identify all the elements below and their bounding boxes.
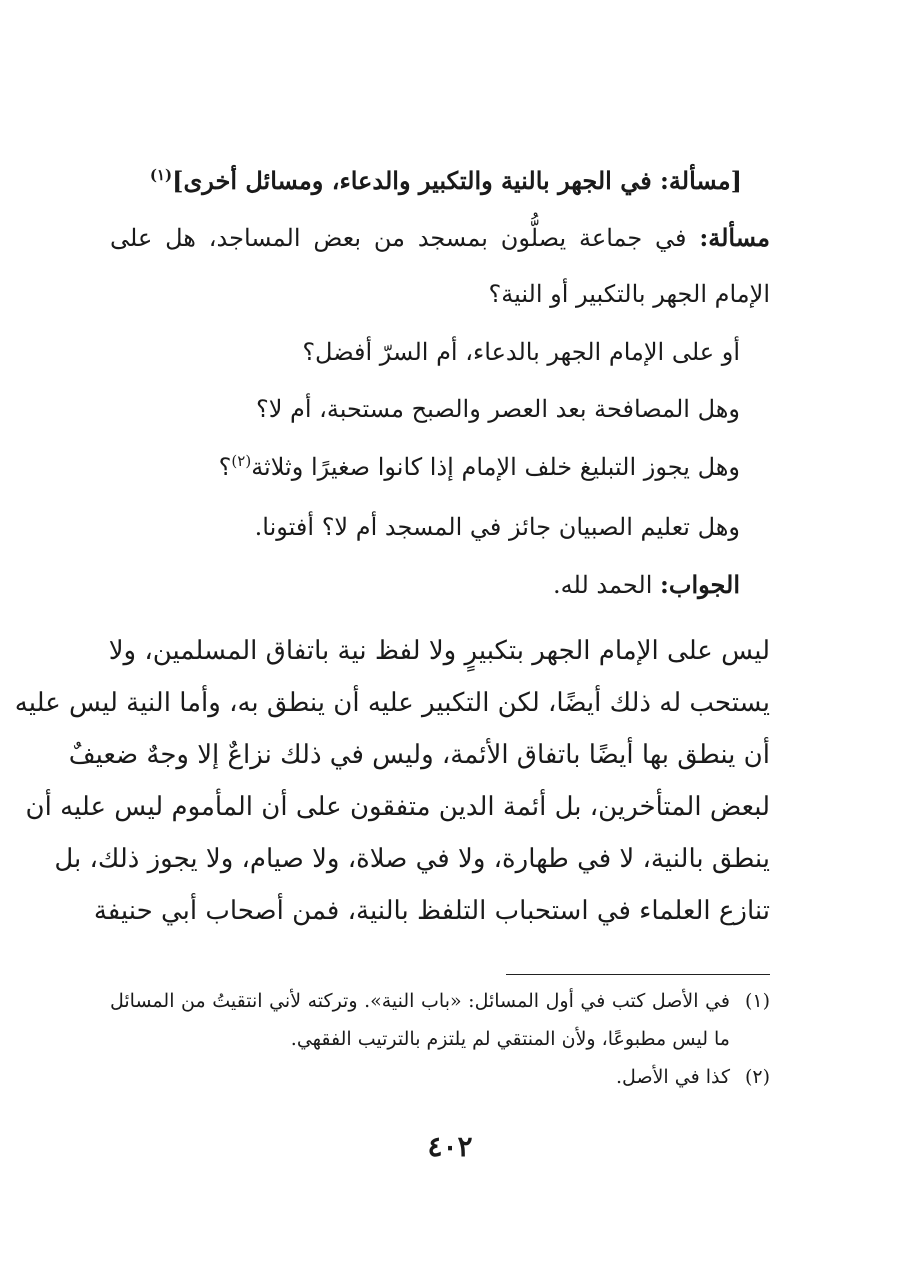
question-line-2: الإمام الجهر بالتكبير أو النية؟: [488, 280, 770, 308]
answer-text: الحمد لله.: [553, 571, 660, 599]
footnote-1-line-2: ما ليس مطبوعًا، ولأن المنتقي لم يلتزم بالترتيب الفقهي.: [290, 1028, 730, 1050]
answer-line: [553, 570, 740, 599]
question-2: أو على الإمام الجهر بالدعاء، أم السرّ أفضل؟: [302, 338, 740, 366]
question-4: [218, 452, 740, 481]
heading-text: [مسألة: في الجهر بالنية والتكبير والدعاء، ومسائل أخرى]: [172, 166, 742, 195]
footnote-2-text: كذا في الأصل.: [616, 1066, 730, 1088]
body-line-2: يستحب له ذلك أيضًا، لكن التكبير عليه أن ينطق به، وأما النية ليس عليه: [14, 688, 770, 718]
body-line-1: ليس على الإمام الجهر بتكبيرٍ ولا لفظ نية باتفاق المسلمين، ولا: [108, 636, 770, 666]
footnote-1-number: (١): [744, 990, 770, 1012]
footnote-1-line-1: في الأصل كتب في أول المسائل: «باب النية». وتركته لأني انتقيتُ من المسائل: [110, 990, 730, 1012]
body-line-4: لبعض المتأخرين، بل أئمة الدين متفقون على أن المأموم ليس عليه أن: [25, 792, 770, 822]
footnote-separator: [506, 974, 770, 975]
body-line-6: تنازع العلماء في استحباب التلفظ بالنية، فمن أصحاب أبي حنيفة: [93, 896, 770, 926]
question-3: وهل المصافحة بعد العصر والصبح مستحبة، أم لا؟: [255, 395, 740, 423]
question-5: وهل تعليم الصبيان جائز في المسجد أم لا؟ أفتونا.: [254, 513, 740, 541]
footnote-ref-1: (١): [149, 166, 173, 184]
footnote-2-number: (٢): [744, 1066, 770, 1088]
question-label: مسألة:: [699, 223, 770, 252]
question-4-text: وهل يجوز التبليغ خلف الإمام إذا كانوا صغيرًا وثلاثة: [251, 453, 740, 481]
question-text: في جماعة يصلُّون بمسجد من بعض المساجد، هل على: [110, 224, 700, 252]
section-heading: [150, 166, 742, 195]
answer-label: الجواب:: [660, 570, 740, 599]
footnote-ref-2: (٢): [231, 452, 252, 470]
question-line-1: [110, 223, 770, 252]
page-number: ٤٠٢: [427, 1130, 473, 1163]
body-line-3: أن ينطق بها أيضًا باتفاق الأئمة، وليس في ذلك نزاعٌ إلا وجهٌ ضعيفٌ: [68, 740, 770, 770]
body-line-5: ينطق بالنية، لا في طهارة، ولا في صلاة، ولا صيام، ولا يجوز ذلك، بل: [54, 844, 770, 874]
question-4-mark: ؟: [218, 453, 232, 481]
